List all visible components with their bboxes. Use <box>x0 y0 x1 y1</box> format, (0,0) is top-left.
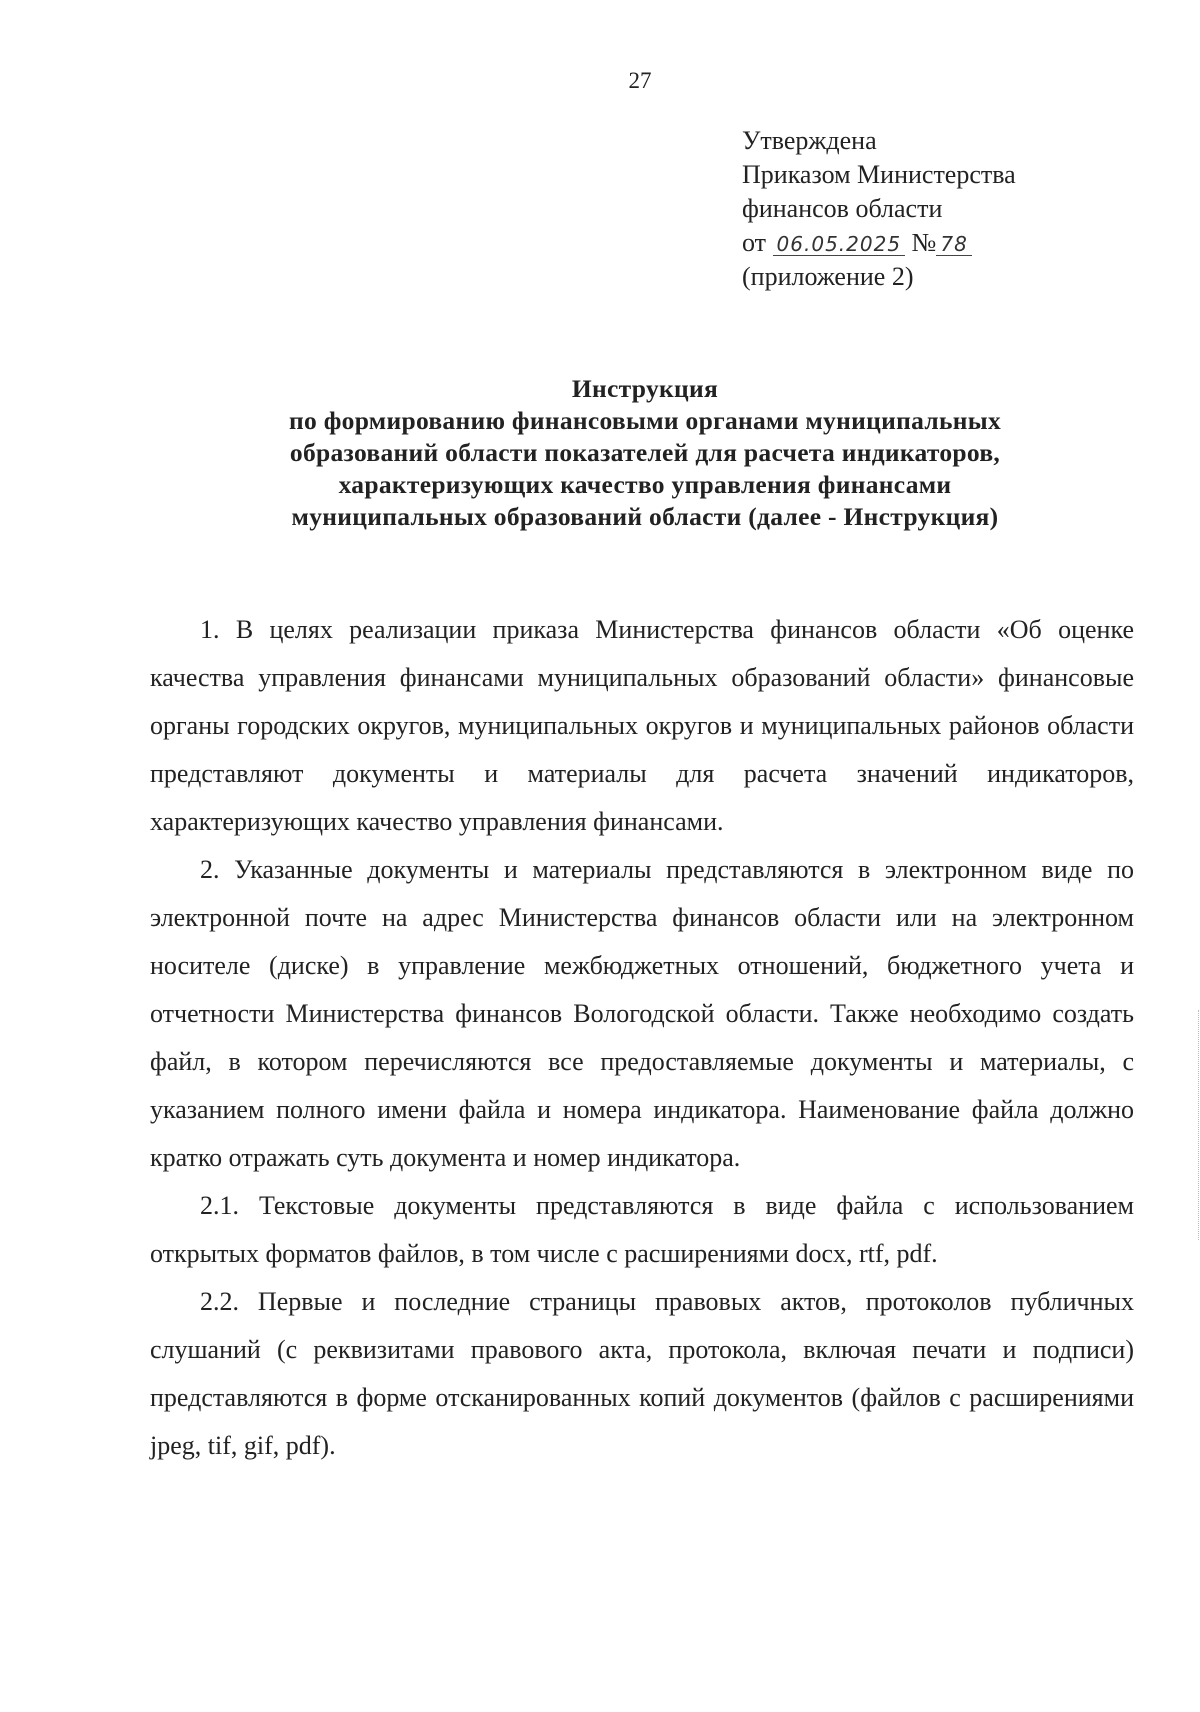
title-line: по формированию финансовыми органами муниципальных <box>289 406 1001 435</box>
title-line: характеризующих качество управления финансами <box>338 470 952 499</box>
approval-line-appendix: (приложение 2) <box>742 262 914 291</box>
number-prefix: № <box>911 228 937 257</box>
approval-block <box>742 124 1016 294</box>
approval-line-date <box>742 226 1016 260</box>
document-title <box>140 373 1150 533</box>
document-body <box>150 606 1134 1470</box>
handwritten-number: 78 <box>936 233 971 256</box>
paragraph-2: 2. Указанные документы и материалы представляются в электронном виде по электронной почте на адрес Министерства финансов области или на электронном носителе (диске) в управление межбюджетных отношений, бюджетного учета и отчетности Министерства финансов Вологодской области. Также необходимо создать файл, в котором перечисляются все предоставляемые документы и материалы, с указанием полного имени файла и номера индикатора. Наименование файла должно кратко отражать суть документа и номер индикатора. <box>150 855 1134 1172</box>
page-number: 27 <box>628 68 652 93</box>
approval-line-ministry: финансов области <box>742 194 943 223</box>
title-line: образований области показателей для расчета индикаторов, <box>289 438 1001 467</box>
approval-line-approved: Утверждена <box>742 126 877 155</box>
title-line: Инструкция <box>571 374 719 403</box>
handwritten-date: 06.05.2025 <box>773 233 906 256</box>
paragraph-1: 1. В целях реализации приказа Министерства финансов области «Об оценке качества управления финансами муниципальных образований области» финансовые органы городских округов, муниципальных округов и муниципальных районов области представляют документы и материалы для расчета значений индикаторов, характеризующих качество управления финансами. <box>150 615 1134 836</box>
approval-line-order: Приказом Министерства <box>742 160 1016 189</box>
paragraph-2-1: 2.1. Текстовые документы представляются в виде файла с использованием открытых форматов файлов, в том числе с расширениями docx, rtf, pdf. <box>150 1191 1134 1268</box>
paragraph-2-2: 2.2. Первые и последние страницы правовых актов, протоколов публичных слушаний (с реквизитами правового акта, протокола, включая печати и подписи) представляются в форме отсканированных копий документов (файлов с расширениями jpeg, tif, gif, pdf). <box>150 1287 1134 1460</box>
date-prefix: от <box>742 228 767 257</box>
title-line: муниципальных образований области (далее - Инструкция) <box>291 502 999 531</box>
